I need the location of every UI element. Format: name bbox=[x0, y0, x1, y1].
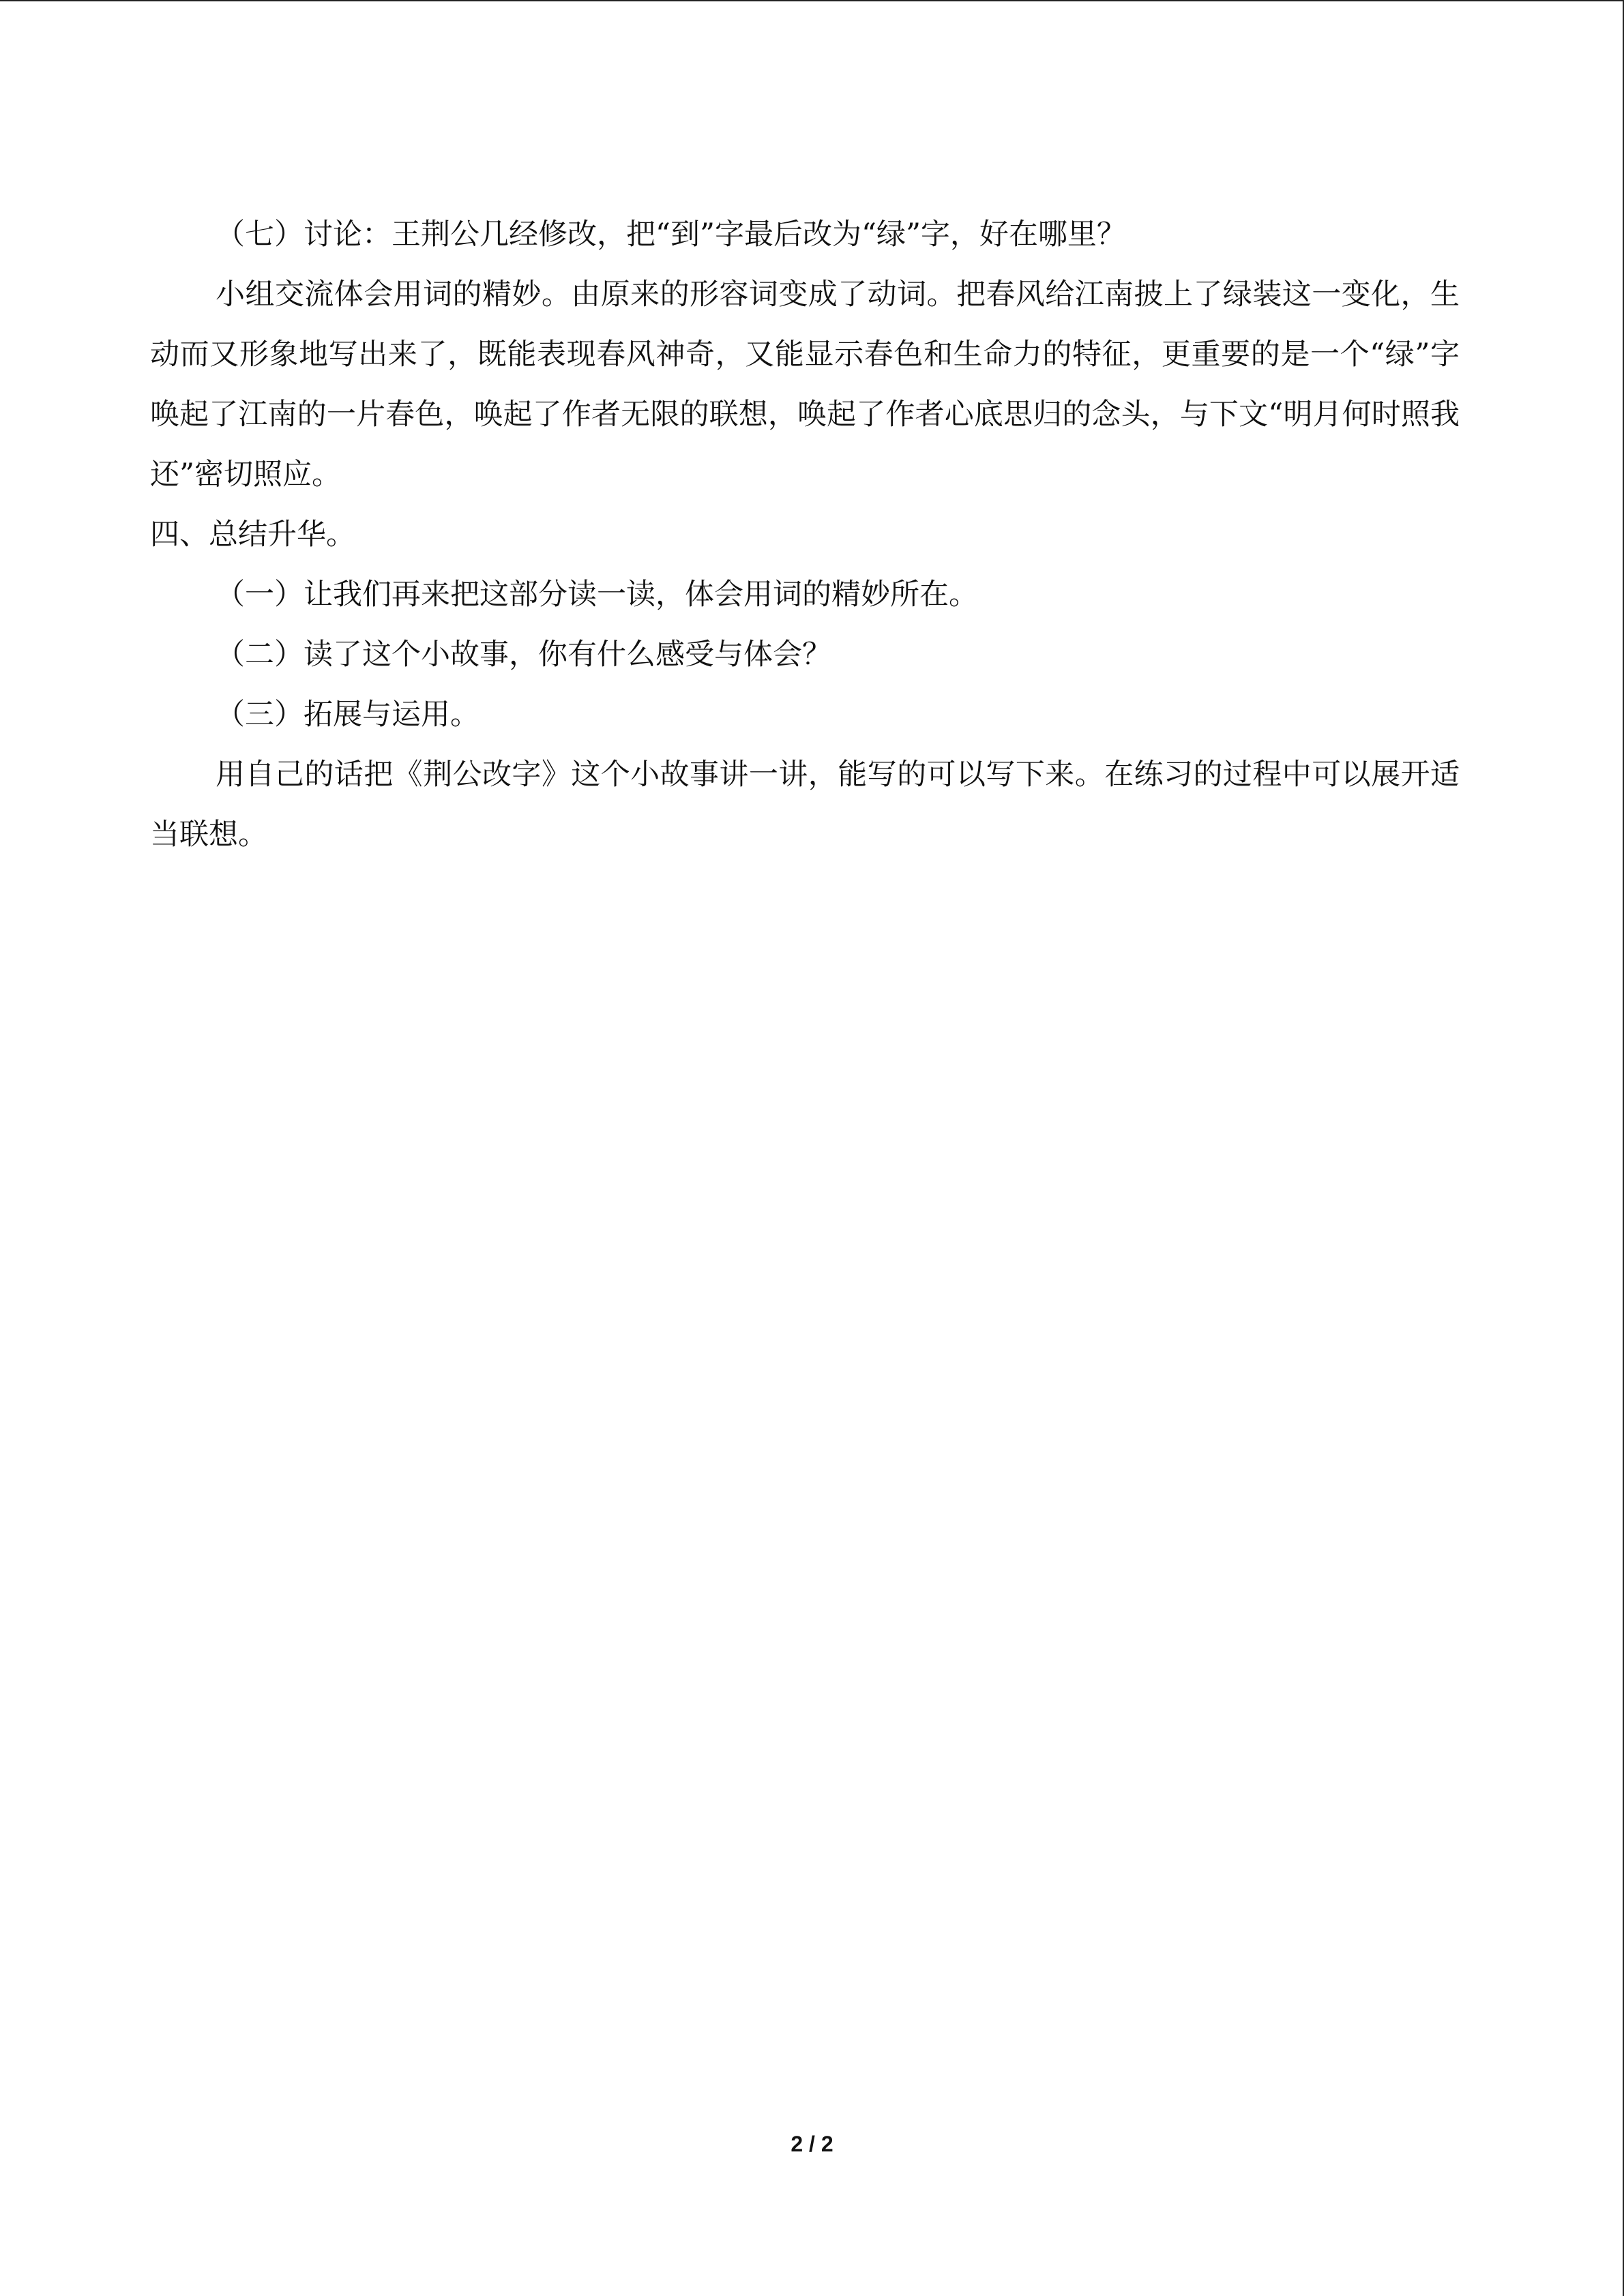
document-body bbox=[150, 205, 1460, 865]
paragraph-group-discussion: 小组交流体会用词的精妙。由原来的形容词变成了动词。把春风给江南披上了绿装这一变化，生动而又形象地写出来了，既能表现春风神奇，又能显示春色和生命力的特征，更重要的是一个“绿”字唤起了江南的一片春色，唤起了作者无限的联想，唤起了作者心底思归的念头，与下文“明月何时照我还”密切照应。 bbox=[150, 278, 1460, 492]
paragraph-step-three: （三）拓展与运用。 bbox=[216, 698, 479, 732]
paragraph-retell-story: 用自己的话把《荆公改字》这个小故事讲一讲，能写的可以写下来。在练习的过程中可以展开适当联想。 bbox=[150, 758, 1460, 852]
paragraph-step-one: （一）让我们再来把这部分读一读，体会用词的精妙所在。 bbox=[216, 578, 978, 612]
page-number: 2 / 2 bbox=[791, 2132, 833, 2156]
paragraph-step-two: （二）读了这个小故事，你有什么感受与体会？ bbox=[216, 638, 831, 672]
section-heading-summary: 四、总结升华。 bbox=[150, 518, 355, 552]
paragraph-discussion-question: （七）讨论：王荆公几经修改，把“到”字最后改为“绿”字，好在哪里？ bbox=[216, 218, 1126, 252]
